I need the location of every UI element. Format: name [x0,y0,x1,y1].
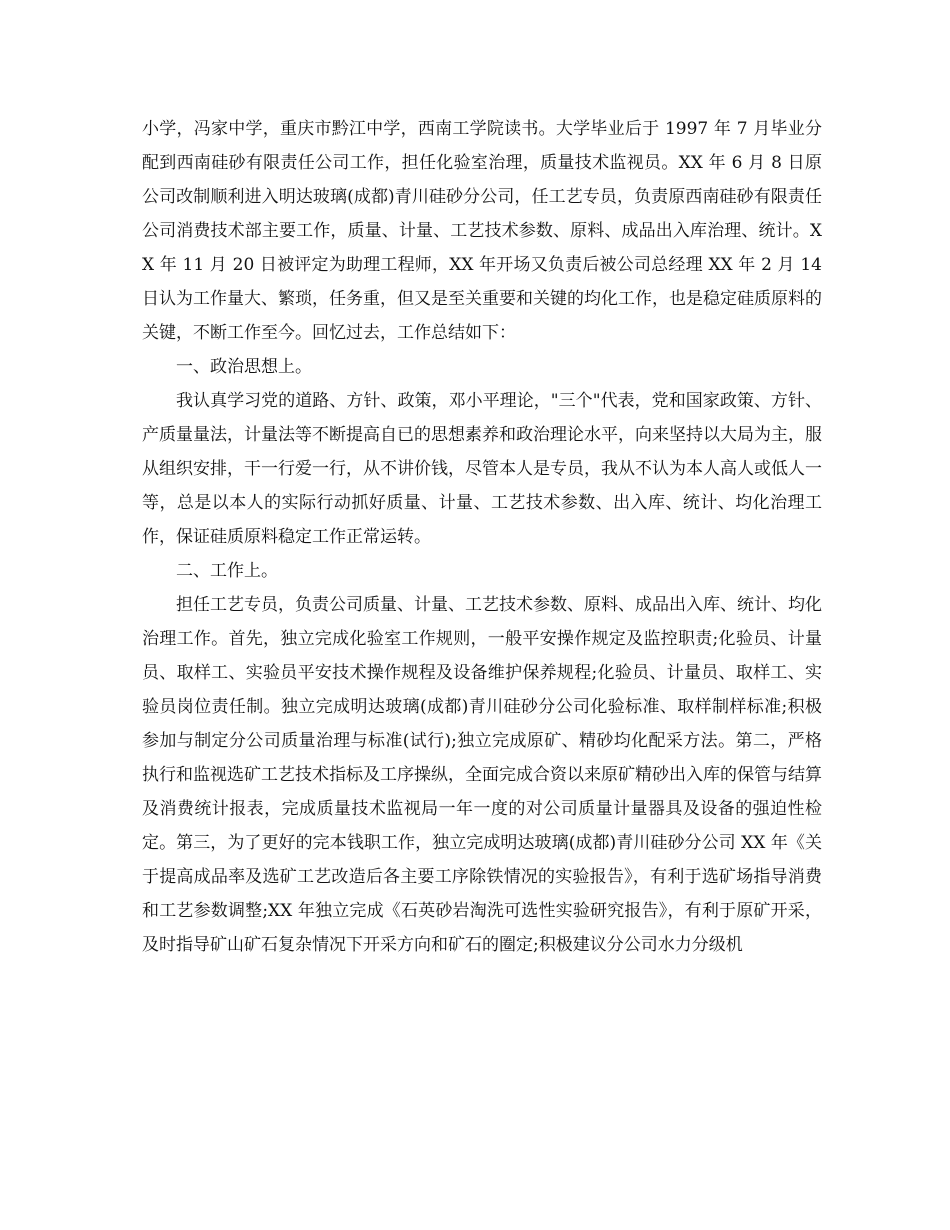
document-page [142,112,822,962]
intro-paragraph: 小学，冯家中学，重庆市黔江中学，西南工学院读书。大学毕业后于 1997 年 7 月毕业分配到西南硅砂有限责任公司工作，担任化验室治理，质量技术监视员。XX 年 6 月 8 日原公司改制顺利进入明达玻璃(成都)青川硅砂分公司，任工艺专员，负责原西南硅砂有限责任公司消费技术部主要工作，质量、计量、工艺技术参数、原料、成品出入库治理、统计。XX 年 11 月 20 日被评定为助理工程师，XX 年开场又负责后被公司总经理 XX 年 2 月 14 日认为工作量大、繁琐，任务重，但又是至关重要和关键的均化工作，也是稳定硅质原料的关键，不断工作至今。回忆过去，工作总结如下： [142,119,822,343]
political-paragraph: 我认真学习党的道路、方针、政策，邓小平理论，"三个"代表，党和国家政策、方针、产质量量法，计量法等不断提高自已的思想素养和政治理论水平，向来坚持以大局为主，服从组织安排，干一行爱一行，从不讲价钱，尽管本人是专员，我从不认为本人高人或低人一等，总是以本人的实际行动抓好质量、计量、工艺技术参数、出入库、统计、均化治理工作，保证硅质原料稳定工作正常运转。 [142,391,822,547]
section-heading-political: 一、政治思想上。 [176,357,312,377]
work-paragraph: 担任工艺专员，负责公司质量、计量、工艺技术参数、原料、成品出入库、统计、均化治理工作。首先，独立完成化验室工作规则，一般平安操作规定及监控职责;化验员、计量员、取样工、实验员平安技术操作规程及设备维护保养规程;化验员、计量员、取样工、实验员岗位责任制。独立完成明达玻璃(成都)青川硅砂分公司化验标准、取样制样标准;积极参加与制定分公司质量治理与标准(试行);独立完成原矿、精砂均化配采方法。第二，严格执行和监视选矿工艺技术指标及工序操纵，全面完成合资以来原矿精砂出入库的保管与结算及消费统计报表，完成质量技术监视局一年一度的对公司质量计量器具及设备的强迫性检定。第三，为了更好的完本钱职工作，独立完成明达玻璃(成都)青川硅砂分公司 XX 年《关于提高成品率及选矿工艺改造后各主要工序除铁情况的实验报告》，有利于选矿场指导消费和工艺参数调整;XX 年独立完成《石英砂岩淘洗可选性实验研究报告》，有利于原矿开采，及时指导矿山矿石复杂情况下开采方向和矿石的圈定;积极建议分公司水力分级机 [142,595,822,955]
section-heading-work: 二、工作上。 [176,561,278,581]
